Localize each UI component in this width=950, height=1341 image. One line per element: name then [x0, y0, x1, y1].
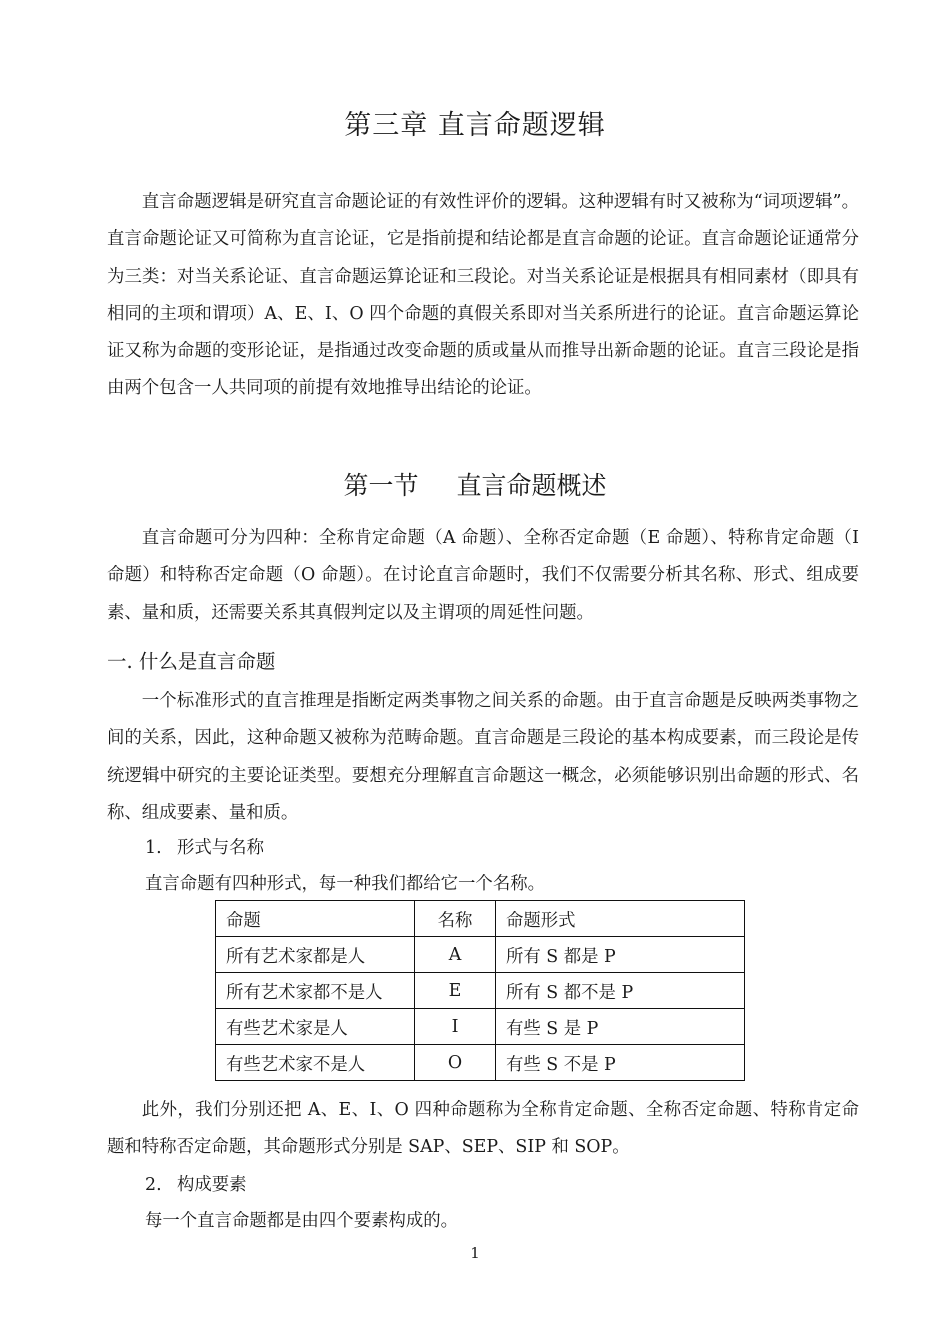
- cell-proposition: 所有艺术家都是人: [216, 937, 415, 973]
- header-name: 名称: [415, 901, 496, 937]
- intro-paragraph: 直言命题逻辑是研究直言命题论证的有效性评价的逻辑。这种逻辑有时又被称为“词项逻辑”。直言命题论证又可简称为直言论证，它是指前提和结论都是直言命题的论证。直言命题论证通常分为三类：对当关系论证、直言命题运算论证和三段论。对当关系论证是根据具有相同素材（即具有相同的主项和谓项）A、E、I、O 四个命题的真假关系即对当关系所进行的论证。直言命题运算论证又称为命题的变形论证，是指通过改变命题的质或量从而推导出新命题的论证。直言三段论是指由两个包含一人共同项的前提有效地推导出结论的论证。: [107, 192, 859, 399]
- proposition-table: [215, 900, 745, 1081]
- subheading-number: 2.: [145, 1175, 162, 1195]
- table-header-row: [216, 901, 745, 937]
- subheading-title: 构成要素: [177, 1175, 247, 1195]
- subheading-components: [145, 1170, 247, 1200]
- header-proposition: 命题: [216, 901, 415, 937]
- subheading-number: 1.: [145, 838, 162, 858]
- table-row: [216, 973, 745, 1009]
- section-paragraph: 直言命题可分为四种：全称肯定命题（A 命题）、全称否定命题（E 命题）、特称肯定命题（I 命题）和特称否定命题（O 命题）。在讨论直言命题时，我们不仅需要分析其名称、形式、组成要素、量和质，还需要关系其真假判定以及主谓项的周延性问题。: [107, 528, 859, 623]
- table-row: [216, 1045, 745, 1081]
- after-table-paragraph: 此外，我们分别还把 A、E、I、O 四种命题称为全称肯定命题、全称否定命题、特称肯定命题和特称否定命题，其命题形式分别是 SAP、SEP、SIP 和 SOP。: [107, 1100, 859, 1158]
- table-row: [216, 1009, 745, 1045]
- cell-form: 所有 S 都不是 P: [496, 973, 745, 1009]
- section-title: [0, 467, 950, 505]
- table-intro: 直言命题有四种形式，每一种我们都给它一个名称。: [145, 874, 545, 894]
- section-number: 第一节: [343, 471, 419, 500]
- cell-proposition: 所有艺术家都不是人: [216, 973, 415, 1009]
- cell-form: 有些 S 不是 P: [496, 1045, 745, 1081]
- cell-proposition: 有些艺术家不是人: [216, 1045, 415, 1081]
- table-row: [216, 937, 745, 973]
- cell-name: A: [415, 937, 496, 973]
- subheading-title: 形式与名称: [177, 838, 264, 858]
- header-form: 命题形式: [496, 901, 745, 937]
- heading-what-is-categorical: 一. 什么是直言命题: [107, 650, 276, 673]
- proposition-table-wrap: [215, 900, 745, 1081]
- cell-proposition: 有些艺术家是人: [216, 1009, 415, 1045]
- chapter-title: 第三章 直言命题逻辑: [344, 110, 606, 141]
- heading-paragraph: 一个标准形式的直言推理是指断定两类事物之间关系的命题。由于直言命题是反映两类事物之间的关系，因此，这种命题又被称为范畴命题。直言命题是三段论的基本构成要素，而三段论是传统逻辑中研究的主要论证类型。要想充分理解直言命题这一概念，必须能够识别出命题的形式、名称、组成要素、量和质。: [107, 691, 859, 823]
- section-name: 直言命题概述: [456, 471, 607, 500]
- components-intro: 每一个直言命题都是由四个要素构成的。: [145, 1211, 459, 1231]
- cell-name: O: [415, 1045, 496, 1081]
- subheading-form-and-name: [145, 833, 264, 863]
- cell-form: 有些 S 是 P: [496, 1009, 745, 1045]
- cell-form: 所有 S 都是 P: [496, 937, 745, 973]
- page-number: 1: [470, 1244, 480, 1262]
- cell-name: I: [415, 1009, 496, 1045]
- cell-name: E: [415, 973, 496, 1009]
